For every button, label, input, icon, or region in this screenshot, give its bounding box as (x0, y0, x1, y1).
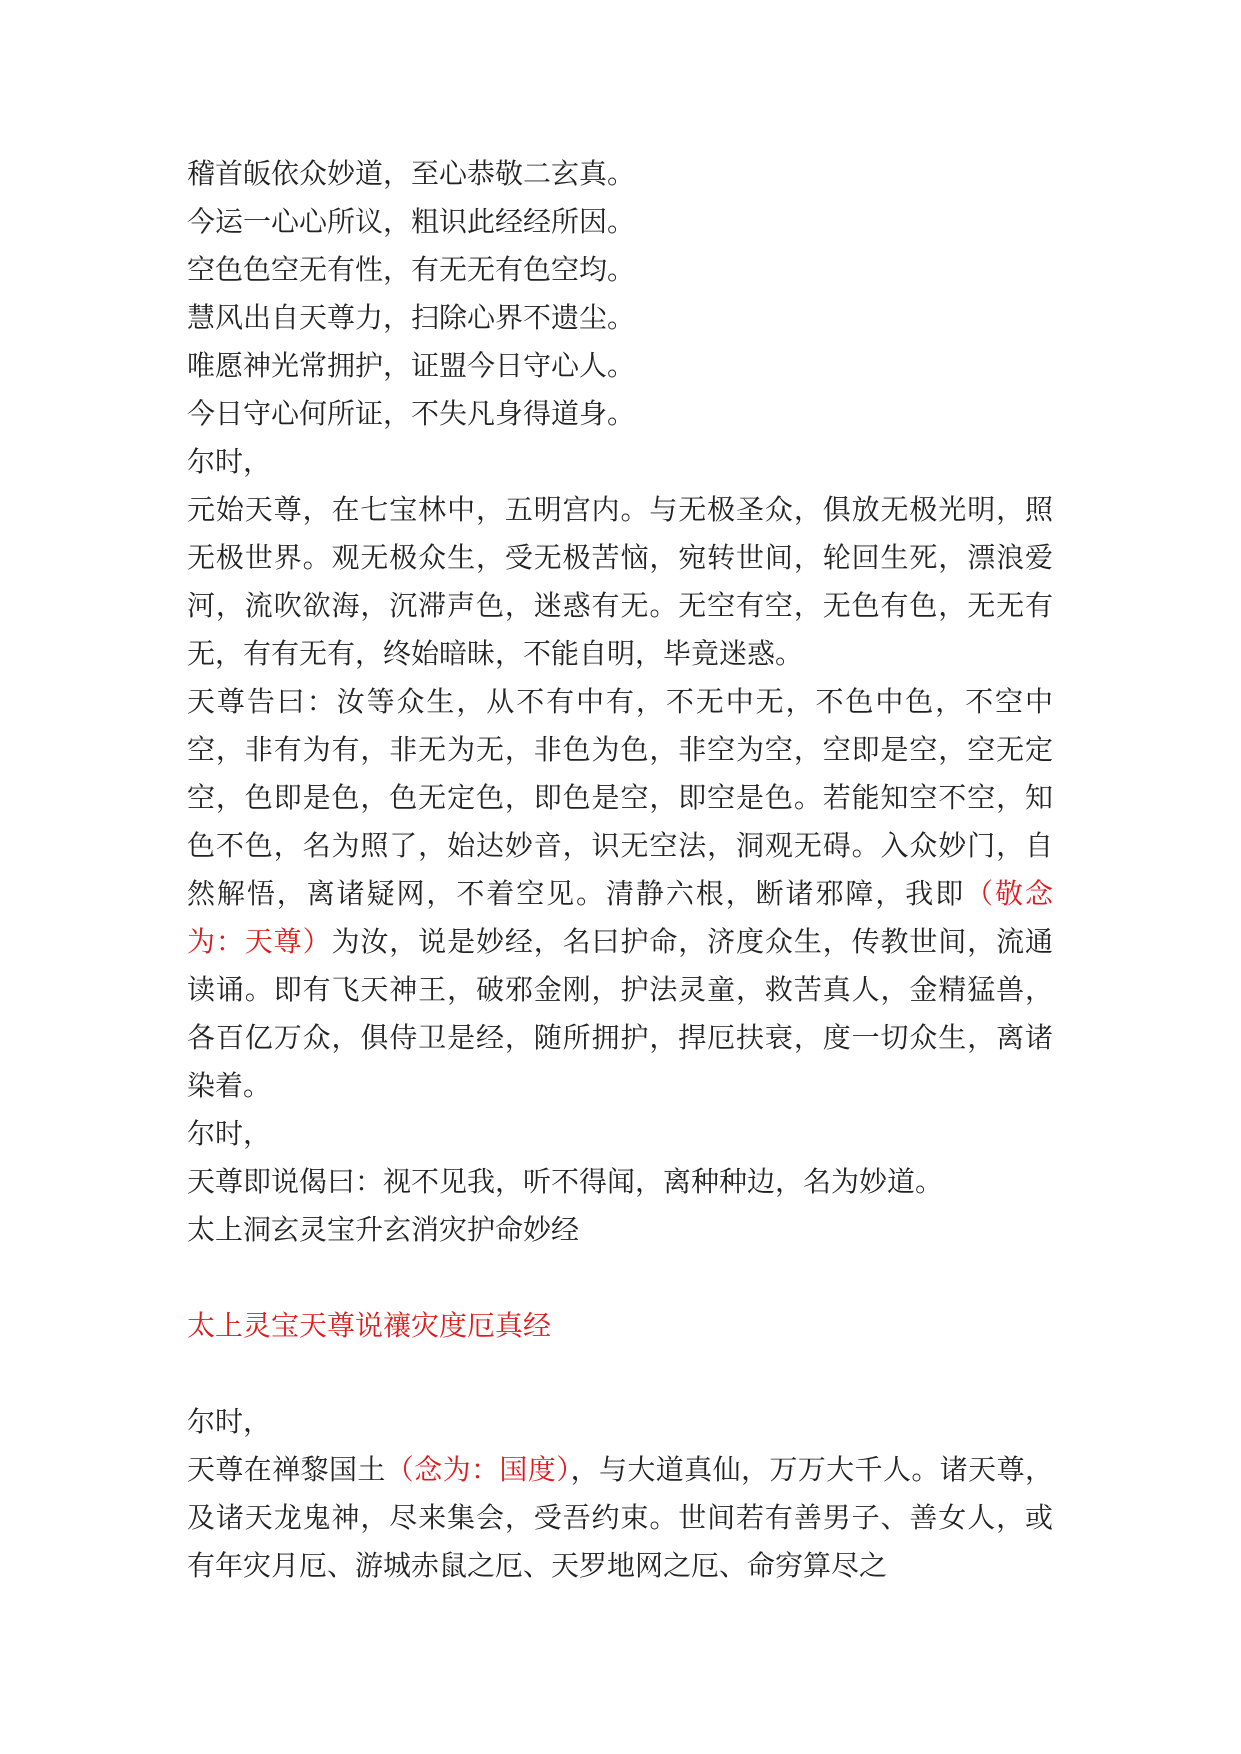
verse-line-3: 空色色空无有性，有无无有色空均。 (187, 253, 636, 286)
verse-line-5: 唯愿神光常拥护，证盟今日守心人。 (187, 349, 636, 382)
verse-line-4: 慧风出自天尊力，扫除心界不遗尘。 (187, 301, 636, 334)
verse-line-1: 稽首皈依众妙道，至心恭敬二玄真。 (187, 157, 636, 190)
verse-line-6: 今日守心何所证，不失凡身得道身。 (187, 397, 636, 430)
paragraph-3-text-before: 天尊在禅黎国土 (187, 1453, 386, 1486)
section-heading: 太上灵宝天尊说禳灾度厄真经 (187, 1309, 552, 1342)
paragraph-1: 元始天尊，在七宝林中，五明宫内。与无极圣众，俱放无极光明，照无极世界。观无极众生，受无极苦恼，宛转世间，轮回生死，漂浪爱河，流吹欲海，沉滞声色，迷惑有无。无空有空，无色有色，无无有无，有有无有，终始暗昧，不能自明，毕竟迷惑。 (187, 493, 1053, 670)
verse-line-2: 今运一心心所议，粗识此经经所因。 (187, 205, 636, 238)
paragraph-2 (187, 678, 1053, 1110)
er-shi-line-2: 尔时， (187, 1117, 272, 1150)
document-page (187, 150, 1053, 1590)
er-shi-line-3: 尔时， (187, 1405, 272, 1438)
er-shi-line-1: 尔时， (187, 445, 272, 478)
paragraph-2-text-after: 为汝，说是妙经，名曰护命，济度众生，传教世间，流通读诵。即有飞天神王，破邪金刚，护法灵童，救苦真人，金精猛兽，各百亿万众，俱侍卫是经，随所拥护，捍厄扶衰，度一切众生，离诸染着。 (187, 925, 1053, 1102)
section-spacer (187, 1254, 1053, 1302)
paragraph-3-text-after: ，与大道真仙，万万大千人。诸天尊，及诸天龙鬼神，尽来集会，受吾约束。世间若有善男子、善女人，或有年灾月厄、游城赤鼠之厄、天罗地网之厄、命穷算尽之 (187, 1453, 1053, 1582)
paragraph-2-text-before: 天尊告曰：汝等众生，从不有中有，不无中无，不色中色，不空中空，非有为有，非无为无，非色为色，非空为空，空即是空，空无定空，色即是色，色无定色，即色是空，即空是色。若能知空不空，知色不色，名为照了，始达妙音，识无空法，洞观无碍。入众妙门，自然解悟，离诸疑网，不着空见。清静六根，断诸邪障，我即 (187, 685, 1053, 910)
paragraph-3 (187, 1446, 1053, 1590)
section-spacer-2 (187, 1350, 1053, 1398)
reading-note-guodu: （念为：国度） (385, 1453, 571, 1486)
reading-note-tianzun: （敬念为：天尊） (187, 877, 1053, 958)
sutra-end-title: 太上洞玄灵宝升玄消灾护命妙经 (187, 1213, 580, 1246)
gatha-line: 天尊即说偈曰：视不见我，听不得闻，离种种边，名为妙道。 (187, 1165, 944, 1198)
